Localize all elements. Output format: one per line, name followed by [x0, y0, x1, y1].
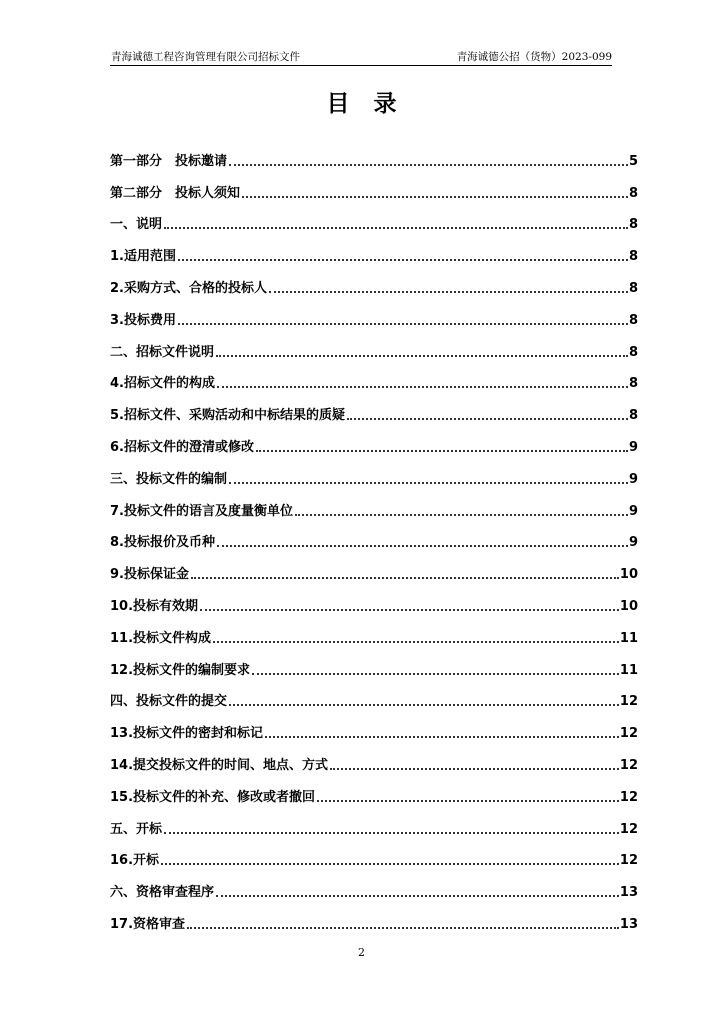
table-of-contents: [110, 142, 638, 937]
toc-entry-page: 5: [628, 153, 638, 169]
toc-dot-leader: [269, 291, 628, 293]
toc-entry[interactable]: [110, 873, 638, 905]
toc-dot-leader: [213, 641, 619, 643]
toc-entry[interactable]: [110, 555, 638, 587]
toc-dot-leader: [295, 514, 628, 516]
toc-dot-leader: [242, 196, 628, 198]
toc-entry-title: 三、投标文件的编制: [110, 471, 228, 487]
toc-entry-page: 12: [619, 789, 638, 805]
toc-entry-page: 8: [628, 312, 638, 328]
toc-entry[interactable]: [110, 810, 638, 842]
toc-dot-leader: [256, 450, 628, 452]
toc-entry-title: 第一部分 投标邀请: [110, 153, 228, 169]
toc-dot-leader: [265, 736, 619, 738]
toc-entry-title: 2.采购方式、合格的投标人: [110, 280, 267, 296]
toc-entry-title: 3.投标费用: [110, 312, 176, 328]
page-number: 2: [358, 946, 365, 959]
toc-entry-title: 二、招标文件说明: [110, 344, 215, 360]
toc-entry-page: 9: [628, 471, 638, 487]
toc-entry[interactable]: [110, 365, 638, 397]
toc-dot-leader: [229, 482, 628, 484]
toc-entry-page: 8: [628, 376, 638, 392]
toc-entry-page: 12: [619, 821, 638, 837]
toc-dot-leader: [330, 768, 619, 770]
toc-entry-page: 8: [628, 280, 638, 296]
toc-entry[interactable]: [110, 333, 638, 365]
toc-dot-leader: [164, 227, 628, 229]
toc-entry-page: 13: [619, 885, 638, 901]
toc-entry-page: 9: [628, 535, 638, 551]
toc-dot-leader: [200, 609, 619, 611]
toc-dot-leader: [317, 800, 619, 802]
toc-entry[interactable]: [110, 714, 638, 746]
header-company-name: 青海诚德工程咨询管理有限公司招标文件: [111, 51, 300, 63]
toc-entry-title: 14.提交投标文件的时间、地点、方式: [110, 757, 329, 773]
toc-entry-page: 8: [628, 185, 638, 201]
toc-entry-page: 8: [628, 217, 638, 233]
toc-dot-leader: [217, 545, 628, 547]
toc-entry[interactable]: [110, 206, 638, 238]
toc-entry-title: 4.招标文件的构成: [110, 376, 215, 392]
toc-dot-leader: [347, 418, 628, 420]
toc-entry-page: 8: [628, 249, 638, 265]
toc-entry[interactable]: [110, 492, 638, 524]
toc-entry-title: 六、资格审查程序: [110, 885, 215, 901]
toc-entry-title: 9.投标保证金: [110, 567, 189, 583]
toc-entry-title: 11.投标文件构成: [110, 630, 212, 646]
page-header: [110, 49, 612, 66]
toc-entry-title: 第二部分 投标人须知: [110, 185, 241, 201]
toc-dot-leader: [191, 577, 619, 579]
toc-entry-title: 1.适用范围: [110, 249, 176, 265]
toc-entry[interactable]: [110, 524, 638, 556]
header-document-number: 青海诚德公招（货物）2023-099: [456, 51, 612, 63]
toc-entry-page: 10: [619, 598, 638, 614]
toc-entry-title: 5.招标文件、采购活动和中标结果的质疑: [110, 408, 345, 424]
toc-dot-leader: [187, 927, 619, 929]
page-title: 目录: [326, 90, 421, 117]
toc-entry[interactable]: [110, 428, 638, 460]
toc-entry-page: 11: [619, 662, 638, 678]
toc-entry-page: 8: [628, 344, 638, 360]
toc-dot-leader: [161, 863, 619, 865]
toc-entry-title: 16.开标: [110, 853, 160, 869]
toc-entry[interactable]: [110, 778, 638, 810]
toc-entry-page: 13: [619, 916, 638, 932]
toc-entry[interactable]: [110, 905, 638, 937]
toc-entry[interactable]: [110, 683, 638, 715]
toc-entry-title: 一、说明: [110, 217, 163, 233]
toc-dot-leader: [178, 323, 628, 325]
toc-entry-title: 8.投标报价及币种: [110, 535, 215, 551]
toc-entry-page: 9: [628, 503, 638, 519]
toc-entry-title: 7.投标文件的语言及度量衡单位: [110, 503, 293, 519]
toc-entry-page: 10: [619, 567, 638, 583]
toc-entry[interactable]: [110, 746, 638, 778]
toc-entry[interactable]: [110, 174, 638, 206]
toc-dot-leader: [216, 895, 619, 897]
toc-dot-leader: [252, 673, 619, 675]
toc-entry[interactable]: [110, 619, 638, 651]
toc-entry-title: 15.投标文件的补充、修改或者撤回: [110, 789, 316, 805]
toc-entry[interactable]: [110, 651, 638, 683]
toc-entry-page: 12: [619, 757, 638, 773]
toc-dot-leader: [216, 355, 628, 357]
toc-entry-title: 6.招标文件的澄清或修改: [110, 439, 254, 455]
toc-dot-leader: [217, 386, 628, 388]
toc-entry[interactable]: [110, 269, 638, 301]
toc-entry-title: 12.投标文件的编制要求: [110, 662, 251, 678]
toc-dot-leader: [164, 832, 619, 834]
toc-entry[interactable]: [110, 237, 638, 269]
toc-dot-leader: [229, 164, 628, 166]
toc-entry-page: 8: [628, 408, 638, 424]
toc-entry-page: 9: [628, 439, 638, 455]
toc-entry-title: 五、开标: [110, 821, 163, 837]
toc-entry[interactable]: [110, 460, 638, 492]
toc-entry[interactable]: [110, 396, 638, 428]
toc-entry[interactable]: [110, 142, 638, 174]
toc-dot-leader: [229, 704, 619, 706]
toc-entry-page: 11: [619, 630, 638, 646]
toc-entry-title: 10.投标有效期: [110, 598, 199, 614]
toc-entry[interactable]: [110, 301, 638, 333]
toc-entry-title: 四、投标文件的提交: [110, 694, 228, 710]
toc-dot-leader: [178, 259, 628, 261]
toc-entry-title: 17.资格审查: [110, 916, 186, 932]
toc-entry-page: 12: [619, 694, 638, 710]
toc-entry-page: 12: [619, 726, 638, 742]
toc-entry-page: 12: [619, 853, 638, 869]
toc-entry[interactable]: [110, 842, 638, 874]
toc-entry-title: 13.投标文件的密封和标记: [110, 726, 264, 742]
toc-entry[interactable]: [110, 587, 638, 619]
